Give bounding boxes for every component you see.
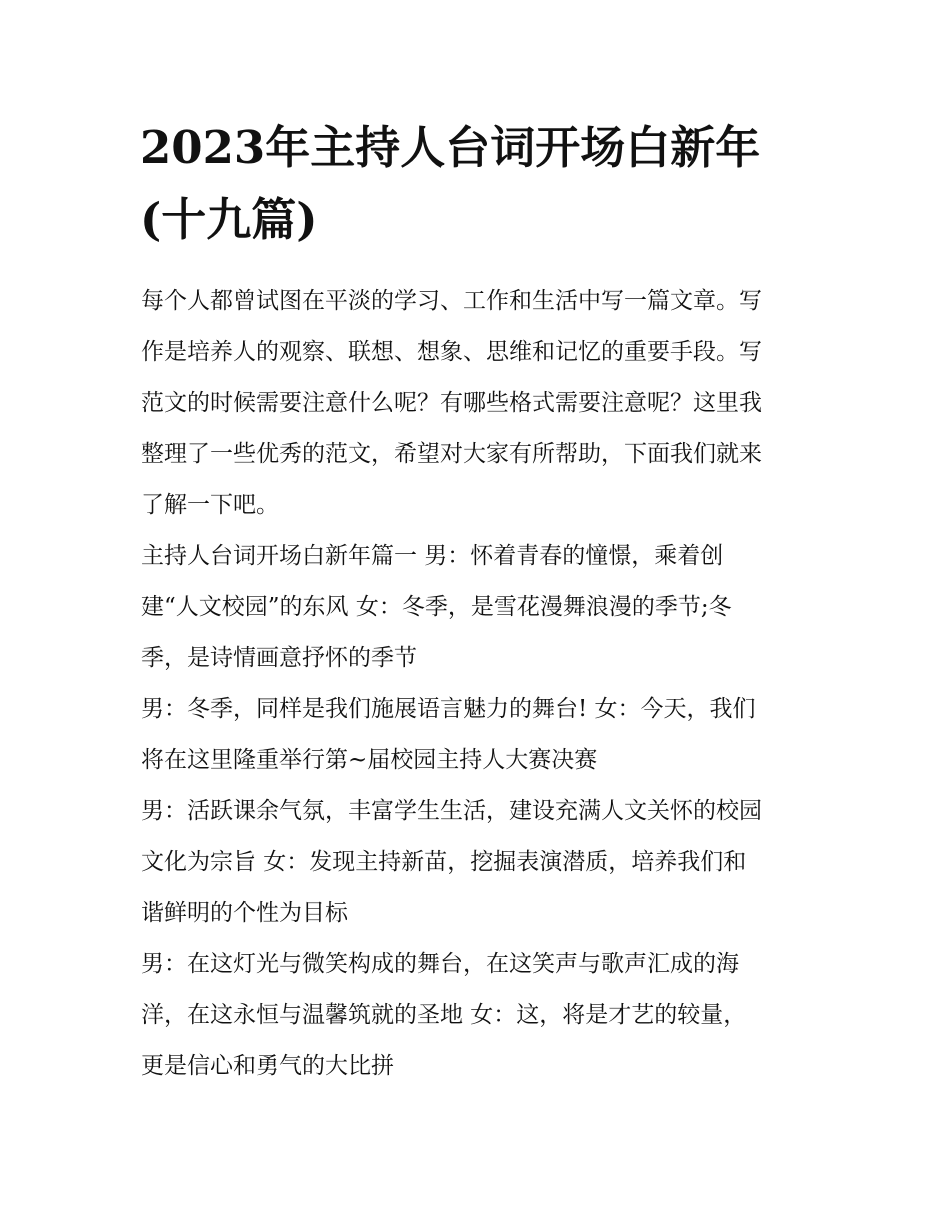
body-line: 将在这里隆重举行第~届校园主持人大赛决赛	[141, 747, 598, 773]
body-line: 范文的时候需要注意什么呢？有哪些格式需要注意呢？这里我	[141, 390, 762, 416]
title-line: (十九篇)	[140, 193, 318, 246]
body-line: 文化为宗旨 女：发现主持新苗，挖掘表演潜质，培养我们和	[141, 849, 747, 875]
body-line: 更是信心和勇气的大比拼	[141, 1053, 394, 1079]
body-line: 男：活跃课余气氛，丰富学生生活，建设充满人文关怀的校园	[141, 798, 762, 824]
body-line: 男：冬季，同样是我们施展语言魅力的舞台! 女：今天，我们	[141, 696, 756, 722]
body-line: 作是培养人的观察、联想、想象、思维和记忆的重要手段。写	[141, 339, 762, 365]
title-line: 2023年主持人台词开场白新年	[140, 121, 761, 174]
body-line: 整理了一些优秀的范文，希望对大家有所帮助，下面我们就来	[141, 441, 762, 467]
body-line: 季，是诗情画意抒怀的季节	[141, 645, 417, 671]
body-line: 谐鲜明的个性为目标	[141, 900, 348, 926]
document-body	[141, 276, 821, 1092]
body-line: 主持人台词开场白新年篇一 男：怀着青春的憧憬，乘着创	[141, 543, 724, 569]
body-line: 男：在这灯光与微笑构成的舞台，在这笑声与歌声汇成的海	[141, 951, 739, 977]
body-line: 了解一下吧。	[141, 492, 279, 518]
body-line: 每个人都曾试图在平淡的学习、工作和生活中写一篇文章。写	[141, 288, 762, 314]
document-title	[140, 112, 820, 256]
body-line: 洋，在这永恒与温馨筑就的圣地 女：这，将是才艺的较量，	[141, 1002, 747, 1028]
body-line: 建“人文校园”的东风 女：冬季，是雪花漫舞浪漫的季节;冬	[141, 594, 732, 620]
